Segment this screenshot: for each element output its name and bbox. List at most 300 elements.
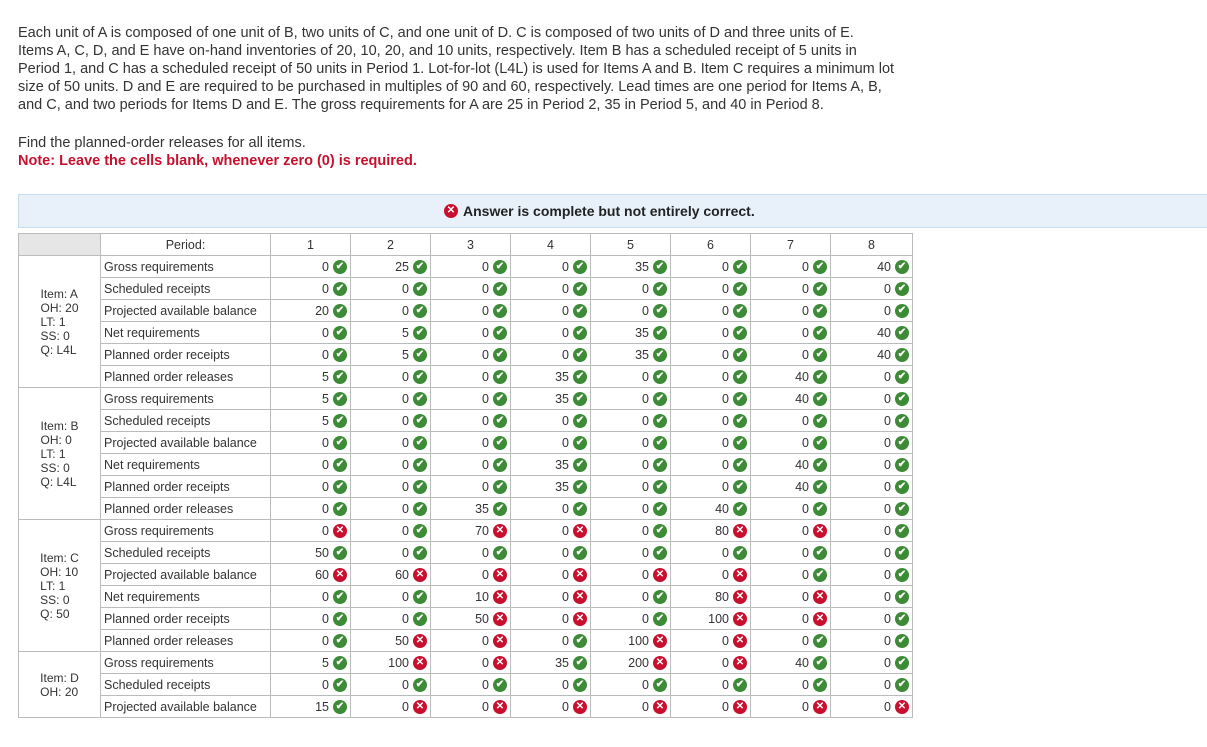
check-icon: ✔ xyxy=(813,634,827,648)
answer-cell[interactable] xyxy=(351,366,431,388)
check-icon: ✔ xyxy=(813,348,827,362)
answer-cell[interactable] xyxy=(831,278,913,300)
answer-cell[interactable] xyxy=(351,586,431,608)
answer-cell[interactable] xyxy=(511,322,591,344)
check-icon: ✔ xyxy=(493,304,507,318)
answer-cell[interactable] xyxy=(511,586,591,608)
answer-cell[interactable] xyxy=(351,608,431,630)
row-label: Gross requirements xyxy=(101,388,271,410)
answer-cell[interactable] xyxy=(431,300,511,322)
check-icon: ✔ xyxy=(895,480,909,494)
answer-cell[interactable] xyxy=(671,278,751,300)
answer-cell[interactable] xyxy=(751,696,831,718)
check-icon: ✔ xyxy=(653,480,667,494)
cell-value: 0 xyxy=(482,633,489,648)
answer-cell[interactable] xyxy=(831,476,913,498)
answer-cell[interactable] xyxy=(831,322,913,344)
answer-cell[interactable] xyxy=(591,256,671,278)
answer-cell[interactable] xyxy=(271,432,351,454)
answer-cell[interactable] xyxy=(351,300,431,322)
row-label: Projected available balance xyxy=(101,300,271,322)
period-header: 4 xyxy=(511,234,591,256)
answer-cell[interactable] xyxy=(351,344,431,366)
check-icon: ✔ xyxy=(733,436,747,450)
answer-cell[interactable] xyxy=(831,454,913,476)
answer-cell[interactable] xyxy=(831,366,913,388)
cell-value: 0 xyxy=(722,567,729,582)
answer-cell[interactable] xyxy=(751,322,831,344)
check-icon: ✔ xyxy=(493,282,507,296)
answer-cell[interactable] xyxy=(351,630,431,652)
cell-value: 35 xyxy=(555,457,569,472)
check-icon: ✔ xyxy=(413,282,427,296)
answer-cell[interactable] xyxy=(831,344,913,366)
check-icon: ✔ xyxy=(573,414,587,428)
answer-cell[interactable] xyxy=(751,256,831,278)
answer-cell[interactable] xyxy=(511,564,591,586)
answer-cell[interactable] xyxy=(431,476,511,498)
answer-cell[interactable] xyxy=(351,388,431,410)
answer-cell[interactable] xyxy=(271,256,351,278)
answer-cell[interactable] xyxy=(671,388,751,410)
check-icon: ✔ xyxy=(333,392,347,406)
check-icon: ✔ xyxy=(493,370,507,384)
answer-cell[interactable] xyxy=(671,630,751,652)
row-label: Net requirements xyxy=(101,322,271,344)
check-icon: ✔ xyxy=(653,414,667,428)
cell-value: 0 xyxy=(884,281,891,296)
check-icon: ✔ xyxy=(413,590,427,604)
check-icon: ✔ xyxy=(573,370,587,384)
answer-cell[interactable] xyxy=(511,256,591,278)
answer-cell[interactable] xyxy=(271,564,351,586)
answer-cell[interactable] xyxy=(511,278,591,300)
answer-cell[interactable] xyxy=(271,586,351,608)
answer-cell[interactable] xyxy=(831,432,913,454)
x-icon: ✕ xyxy=(813,524,827,538)
answer-cell[interactable] xyxy=(431,344,511,366)
check-icon: ✔ xyxy=(895,348,909,362)
cell-value: 0 xyxy=(802,259,809,274)
cell-value: 5 xyxy=(322,655,329,670)
answer-cell[interactable] xyxy=(831,674,913,696)
cell-value: 0 xyxy=(562,589,569,604)
answer-cell[interactable] xyxy=(831,586,913,608)
table-row xyxy=(19,476,913,498)
answer-cell[interactable] xyxy=(431,278,511,300)
cell-value: 0 xyxy=(722,281,729,296)
answer-cell[interactable] xyxy=(751,388,831,410)
answer-cell[interactable] xyxy=(671,652,751,674)
answer-cell[interactable] xyxy=(431,410,511,432)
answer-cell[interactable] xyxy=(591,674,671,696)
answer-cell[interactable] xyxy=(671,542,751,564)
answer-cell[interactable] xyxy=(511,498,591,520)
find-instruction: Find the planned-order releases for all items. xyxy=(18,135,306,151)
cell-value: 0 xyxy=(562,567,569,582)
answer-cell[interactable] xyxy=(591,300,671,322)
answer-cell[interactable] xyxy=(351,542,431,564)
row-label: Gross requirements xyxy=(101,520,271,542)
answer-cell[interactable] xyxy=(271,454,351,476)
answer-cell[interactable] xyxy=(271,278,351,300)
cell-value: 0 xyxy=(322,435,329,450)
check-icon: ✔ xyxy=(333,480,347,494)
answer-cell[interactable] xyxy=(831,652,913,674)
answer-cell[interactable] xyxy=(591,322,671,344)
answer-cell[interactable] xyxy=(591,366,671,388)
check-icon: ✔ xyxy=(733,326,747,340)
check-icon: ✔ xyxy=(813,568,827,582)
answer-cell[interactable] xyxy=(591,652,671,674)
answer-cell[interactable] xyxy=(831,388,913,410)
item-info-line: Item: D xyxy=(40,670,79,685)
answer-cell[interactable] xyxy=(751,278,831,300)
answer-cell[interactable] xyxy=(271,630,351,652)
answer-cell[interactable] xyxy=(351,696,431,718)
answer-cell[interactable] xyxy=(511,542,591,564)
cell-value: 50 xyxy=(475,611,489,626)
answer-cell[interactable] xyxy=(671,520,751,542)
answer-cell[interactable] xyxy=(511,388,591,410)
answer-cell[interactable] xyxy=(431,388,511,410)
answer-cell[interactable] xyxy=(671,454,751,476)
check-icon: ✔ xyxy=(813,458,827,472)
cell-value: 0 xyxy=(884,479,891,494)
row-label: Scheduled receipts xyxy=(101,278,271,300)
cell-value: 0 xyxy=(642,523,649,538)
check-icon: ✔ xyxy=(573,260,587,274)
check-icon: ✔ xyxy=(333,634,347,648)
answer-cell[interactable] xyxy=(511,410,591,432)
row-label: Scheduled receipts xyxy=(101,674,271,696)
cell-value: 0 xyxy=(482,325,489,340)
check-icon: ✔ xyxy=(813,414,827,428)
x-icon: ✕ xyxy=(813,700,827,714)
table-row xyxy=(19,278,913,300)
answer-cell[interactable] xyxy=(431,630,511,652)
answer-cell[interactable] xyxy=(671,498,751,520)
answer-cell[interactable] xyxy=(671,696,751,718)
item-info-line: Item: B xyxy=(40,418,79,433)
item-info-cell xyxy=(19,388,101,520)
answer-cell[interactable] xyxy=(671,322,751,344)
check-icon: ✔ xyxy=(333,502,347,516)
problem-line: Each unit of A is composed of one unit of B, two units of C, and one unit of D. C is composed of two units of D and three units of E. xyxy=(18,25,854,41)
answer-cell[interactable] xyxy=(591,696,671,718)
cell-value: 100 xyxy=(628,633,649,648)
answer-cell[interactable] xyxy=(591,564,671,586)
check-icon: ✔ xyxy=(573,502,587,516)
answer-cell[interactable] xyxy=(431,564,511,586)
answer-cell[interactable] xyxy=(831,498,913,520)
check-icon: ✔ xyxy=(653,502,667,516)
answer-cell[interactable] xyxy=(831,256,913,278)
row-label: Net requirements xyxy=(101,454,271,476)
cell-value: 0 xyxy=(562,501,569,516)
answer-cell[interactable] xyxy=(671,344,751,366)
answer-cell[interactable] xyxy=(351,652,431,674)
answer-cell[interactable] xyxy=(671,586,751,608)
check-icon: ✔ xyxy=(895,612,909,626)
answer-cell[interactable] xyxy=(431,432,511,454)
cell-value: 0 xyxy=(562,633,569,648)
answer-cell[interactable] xyxy=(271,322,351,344)
check-icon: ✔ xyxy=(493,502,507,516)
check-icon: ✔ xyxy=(413,260,427,274)
answer-cell[interactable] xyxy=(751,300,831,322)
check-icon: ✔ xyxy=(895,546,909,560)
cell-value: 0 xyxy=(322,523,329,538)
answer-cell[interactable] xyxy=(591,278,671,300)
answer-cell[interactable] xyxy=(271,652,351,674)
check-icon: ✔ xyxy=(333,700,347,714)
cell-value: 0 xyxy=(722,369,729,384)
problem-line: size of 50 units. D and E are required to be purchased in multiples of 90 and 60, respectively. Lead times are one period for Items A, B, xyxy=(18,79,882,95)
table-row xyxy=(19,520,913,542)
check-icon: ✔ xyxy=(895,282,909,296)
answer-cell[interactable] xyxy=(751,630,831,652)
answer-cell[interactable] xyxy=(351,322,431,344)
problem-statement xyxy=(18,24,968,114)
answer-cell[interactable] xyxy=(351,498,431,520)
cell-value: 0 xyxy=(482,281,489,296)
table-row xyxy=(19,564,913,586)
answer-cell[interactable] xyxy=(431,454,511,476)
answer-cell[interactable] xyxy=(271,388,351,410)
answer-cell[interactable] xyxy=(671,476,751,498)
check-icon: ✔ xyxy=(573,326,587,340)
answer-cell[interactable] xyxy=(511,454,591,476)
check-icon: ✔ xyxy=(493,348,507,362)
answer-cell[interactable] xyxy=(831,630,913,652)
cell-value: 0 xyxy=(722,677,729,692)
answer-cell[interactable] xyxy=(271,300,351,322)
answer-cell[interactable] xyxy=(831,520,913,542)
answer-cell[interactable] xyxy=(671,674,751,696)
check-icon: ✔ xyxy=(895,458,909,472)
problem-line: and C, and two periods for Items D and E. The gross requirements for A are 25 in Period 2, 35 in Period 5, and 40 in Period 8. xyxy=(18,97,824,113)
cell-value: 0 xyxy=(562,413,569,428)
check-icon: ✔ xyxy=(493,392,507,406)
answer-cell[interactable] xyxy=(431,608,511,630)
answer-cell[interactable] xyxy=(511,696,591,718)
answer-cell[interactable] xyxy=(511,630,591,652)
cell-value: 0 xyxy=(562,545,569,560)
answer-cell[interactable] xyxy=(431,322,511,344)
answer-cell[interactable] xyxy=(591,498,671,520)
cell-value: 0 xyxy=(562,611,569,626)
answer-cell[interactable] xyxy=(591,608,671,630)
answer-cell[interactable] xyxy=(751,608,831,630)
answer-cell[interactable] xyxy=(511,432,591,454)
cell-value: 0 xyxy=(642,545,649,560)
answer-cell[interactable] xyxy=(591,410,671,432)
answer-cell[interactable] xyxy=(271,476,351,498)
answer-cell[interactable] xyxy=(431,652,511,674)
answer-cell[interactable] xyxy=(591,432,671,454)
answer-cell[interactable] xyxy=(511,476,591,498)
cell-value: 0 xyxy=(402,303,409,318)
answer-cell[interactable] xyxy=(751,542,831,564)
check-icon: ✔ xyxy=(333,304,347,318)
table-row xyxy=(19,388,913,410)
cell-value: 0 xyxy=(884,369,891,384)
answer-cell[interactable] xyxy=(511,520,591,542)
answer-cell[interactable] xyxy=(751,476,831,498)
answer-cell[interactable] xyxy=(591,630,671,652)
answer-cell[interactable] xyxy=(591,542,671,564)
cell-value: 100 xyxy=(388,655,409,670)
answer-cell[interactable] xyxy=(271,366,351,388)
check-icon: ✔ xyxy=(333,370,347,384)
answer-cell[interactable] xyxy=(431,498,511,520)
answer-cell[interactable] xyxy=(511,652,591,674)
answer-cell[interactable] xyxy=(351,432,431,454)
answer-cell[interactable] xyxy=(831,608,913,630)
answer-cell[interactable] xyxy=(271,498,351,520)
cell-value: 0 xyxy=(642,303,649,318)
answer-cell[interactable] xyxy=(831,542,913,564)
cell-value: 0 xyxy=(402,677,409,692)
row-label: Scheduled receipts xyxy=(101,542,271,564)
answer-cell[interactable] xyxy=(511,366,591,388)
item-info-cell xyxy=(19,652,101,718)
answer-cell[interactable] xyxy=(671,608,751,630)
check-icon: ✔ xyxy=(333,458,347,472)
item-info-cell xyxy=(19,520,101,652)
cell-value: 35 xyxy=(635,325,649,340)
answer-cell[interactable] xyxy=(671,432,751,454)
x-icon: ✕ xyxy=(493,700,507,714)
cell-value: 0 xyxy=(562,523,569,538)
x-icon: ✕ xyxy=(733,612,747,626)
answer-cell[interactable] xyxy=(431,586,511,608)
answer-cell[interactable] xyxy=(351,256,431,278)
item-info-line: LT: 1 xyxy=(40,578,66,593)
answer-cell[interactable] xyxy=(351,278,431,300)
corner-cell xyxy=(19,234,101,256)
answer-cell[interactable] xyxy=(671,256,751,278)
cell-value: 0 xyxy=(884,545,891,560)
answer-cell[interactable] xyxy=(431,542,511,564)
item-info-line: Item: C xyxy=(40,550,79,565)
answer-cell[interactable] xyxy=(511,300,591,322)
x-icon: ✕ xyxy=(813,590,827,604)
answer-cell[interactable] xyxy=(351,454,431,476)
cell-value: 0 xyxy=(722,633,729,648)
cell-value: 0 xyxy=(722,303,729,318)
answer-cell[interactable] xyxy=(511,608,591,630)
cell-value: 0 xyxy=(884,391,891,406)
check-icon: ✔ xyxy=(653,392,667,406)
check-icon: ✔ xyxy=(493,458,507,472)
answer-cell[interactable] xyxy=(351,410,431,432)
answer-cell[interactable] xyxy=(431,674,511,696)
answer-cell[interactable] xyxy=(271,344,351,366)
answer-cell[interactable] xyxy=(751,366,831,388)
cell-value: 40 xyxy=(795,655,809,670)
cell-value: 40 xyxy=(795,457,809,472)
answer-cell[interactable] xyxy=(591,388,671,410)
answer-cell[interactable] xyxy=(431,366,511,388)
row-label: Projected available balance xyxy=(101,696,271,718)
answer-cell[interactable] xyxy=(351,564,431,586)
cell-value: 5 xyxy=(322,391,329,406)
cell-value: 0 xyxy=(802,567,809,582)
answer-cell[interactable] xyxy=(431,696,511,718)
answer-cell[interactable] xyxy=(751,520,831,542)
check-icon: ✔ xyxy=(733,414,747,428)
cell-value: 0 xyxy=(802,545,809,560)
answer-cell[interactable] xyxy=(751,498,831,520)
answer-cell[interactable] xyxy=(591,454,671,476)
answer-cell[interactable] xyxy=(511,344,591,366)
answer-cell[interactable] xyxy=(591,344,671,366)
answer-cell[interactable] xyxy=(751,344,831,366)
row-label: Scheduled receipts xyxy=(101,410,271,432)
check-icon: ✔ xyxy=(493,414,507,428)
check-icon: ✔ xyxy=(333,282,347,296)
check-icon: ✔ xyxy=(895,678,909,692)
period-header: 7 xyxy=(751,234,831,256)
check-icon: ✔ xyxy=(813,326,827,340)
answer-cell[interactable] xyxy=(271,696,351,718)
answer-cell[interactable] xyxy=(271,674,351,696)
cell-value: 0 xyxy=(802,523,809,538)
answer-cell[interactable] xyxy=(751,454,831,476)
check-icon: ✔ xyxy=(653,524,667,538)
answer-cell[interactable] xyxy=(671,564,751,586)
x-icon: ✕ xyxy=(733,590,747,604)
answer-cell[interactable] xyxy=(831,300,913,322)
answer-cell[interactable] xyxy=(751,586,831,608)
answer-cell[interactable] xyxy=(751,432,831,454)
answer-cell[interactable] xyxy=(271,410,351,432)
answer-cell[interactable] xyxy=(271,608,351,630)
answer-cell[interactable] xyxy=(831,564,913,586)
check-icon: ✔ xyxy=(653,260,667,274)
cell-value: 35 xyxy=(635,347,649,362)
check-icon: ✔ xyxy=(413,458,427,472)
answer-cell[interactable] xyxy=(351,476,431,498)
answer-cell[interactable] xyxy=(511,674,591,696)
table-row xyxy=(19,696,913,718)
answer-cell[interactable] xyxy=(591,520,671,542)
answer-cell[interactable] xyxy=(591,586,671,608)
answer-cell[interactable] xyxy=(751,410,831,432)
answer-cell[interactable] xyxy=(671,300,751,322)
answer-cell[interactable] xyxy=(751,652,831,674)
answer-cell[interactable] xyxy=(831,410,913,432)
answer-cell[interactable] xyxy=(271,520,351,542)
answer-cell[interactable] xyxy=(271,542,351,564)
answer-status-text: Answer is complete but not entirely correct. xyxy=(463,203,755,219)
cell-value: 0 xyxy=(402,699,409,714)
answer-cell[interactable] xyxy=(671,410,751,432)
answer-cell[interactable] xyxy=(591,476,671,498)
answer-cell[interactable] xyxy=(751,564,831,586)
answer-cell[interactable] xyxy=(351,674,431,696)
answer-cell[interactable] xyxy=(831,696,913,718)
answer-cell[interactable] xyxy=(351,520,431,542)
answer-cell[interactable] xyxy=(751,674,831,696)
cell-value: 80 xyxy=(715,589,729,604)
answer-cell[interactable] xyxy=(431,256,511,278)
answer-cell[interactable] xyxy=(431,520,511,542)
answer-cell[interactable] xyxy=(671,366,751,388)
x-icon: ✕ xyxy=(413,568,427,582)
